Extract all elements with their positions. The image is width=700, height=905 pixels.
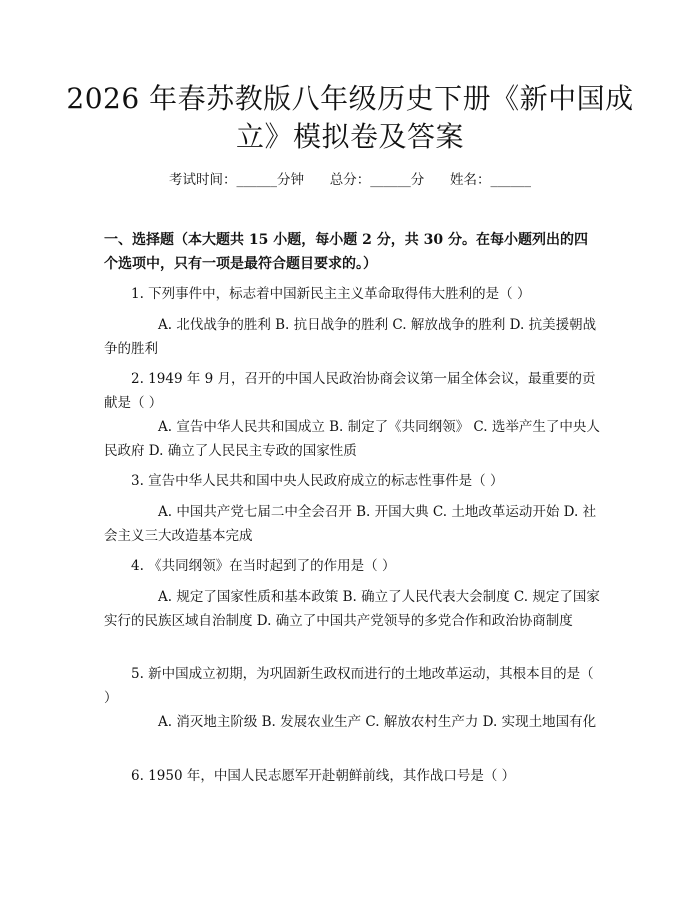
question-5-options: A. 消灭地主阶级 B. 发展农业生产 C. 解放农村生产力 D. 实现土地国有化: [158, 714, 597, 730]
section-heading-choice: 一、选择题（本大题共 15 小题，每小题 2 分，共 30 分。在每小题列出的四个选项中，只有一项是最符合题目要求的。）: [104, 232, 588, 272]
question-3: 3. 宣告中华人民共和国中央人民政府成立的标志性事件是（ ）: [131, 473, 504, 489]
question-3-options: A. 中国共产党七届二中全会召开 B. 开国大典 C. 土地改革运动开始 D. 社会主义三大改造基本完成: [104, 504, 597, 544]
question-1-options: A. 北伐战争的胜利 B. 抗日战争的胜利 C. 解放战争的胜利 D. 抗美援朝战争的胜利: [104, 317, 597, 357]
exam-info-line: 考试时间：______分钟 总分：______分 姓名：______: [169, 172, 531, 188]
question-4: 4. 《共同纲领》在当时起到了的作用是（ ）: [131, 558, 396, 574]
exam-title: 2026 年春苏教版八年级历史下册《新中国成立》模拟卷及答案: [66, 82, 634, 153]
question-6: 6. 1950 年，中国人民志愿军开赴朝鲜前线，其作战口号是（ ）: [131, 768, 516, 784]
question-1: 1. 下列事件中，标志着中国新民主主义革命取得伟大胜利的是（ ）: [131, 286, 531, 302]
question-5: 5. 新中国成立初期，为巩固新生政权而进行的土地改革运动，其根本目的是（ ）: [104, 666, 594, 706]
question-4-options: A. 规定了国家性质和基本政策 B. 确立了人民代表大会制度 C. 规定了国家实行的民族区域自治制度 D. 确立了中国共产党领导的多党合作和政治协商制度: [104, 589, 600, 629]
question-2: 2. 1949 年 9 月，召开的中国人民政治协商会议第一届全体会议，最重要的贡献是（ ）: [104, 371, 596, 411]
question-2-options: A. 宣告中华人民共和国成立 B. 制定了《共同纲领》 C. 选举产生了中央人民政府 D. 确立了人民民主专政的国家性质: [104, 419, 600, 459]
